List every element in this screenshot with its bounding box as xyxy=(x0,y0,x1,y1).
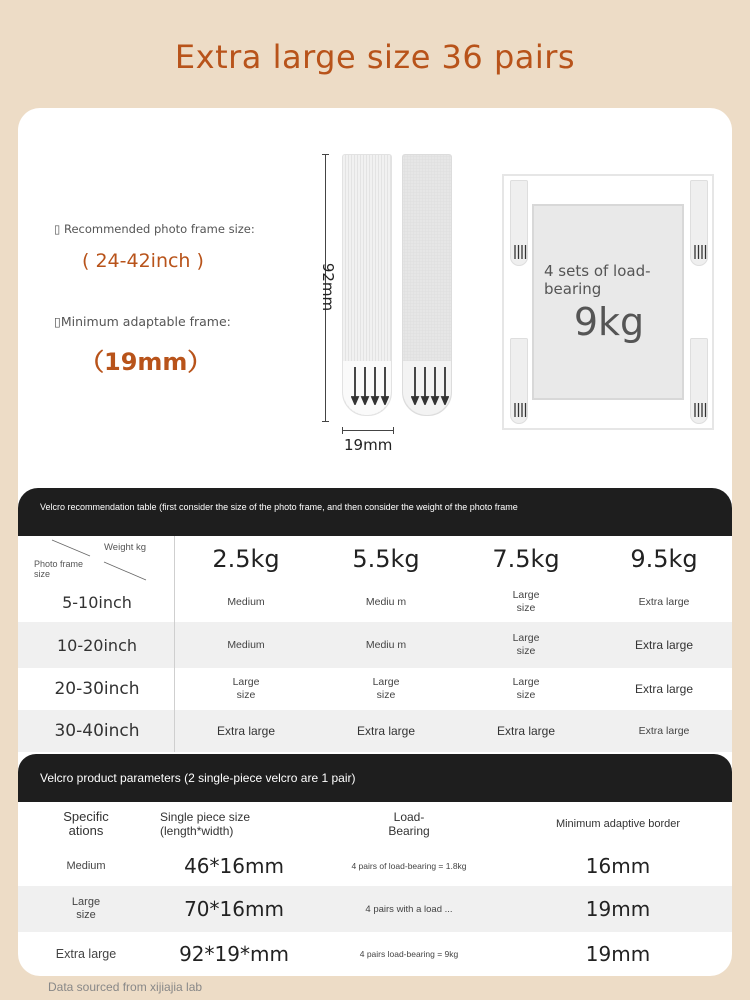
weight-column-header: 9.5kg xyxy=(630,545,698,573)
recommendation-table-header: Velcro recommendation table (first consider the size of the photo frame, and then consider the weight of the photo frame xyxy=(18,488,732,536)
width-measure-line xyxy=(342,430,394,431)
arrows-down-icon xyxy=(693,403,707,417)
weight-column-header: 5.5kg xyxy=(352,545,420,573)
column-header: Minimum adaptive border xyxy=(555,818,681,830)
frame-size-cell: 30-40inch xyxy=(54,721,140,741)
spec-cell: Large size xyxy=(71,896,101,921)
spec-cell: Extra large xyxy=(55,946,117,961)
table-cell: Extra large xyxy=(638,724,690,737)
recommended-frame-value: ( 24-42inch ) xyxy=(82,250,204,272)
load-cell: 4 pairs load-bearing = 9kg xyxy=(359,948,459,959)
table-cell: Extra large xyxy=(356,724,416,738)
arrows-down-icon xyxy=(411,365,449,405)
length-measure-label: 92mm xyxy=(319,262,337,312)
weight-column-header: 2.5kg xyxy=(212,545,280,573)
data-source-note: Data sourced from xijiajia lab xyxy=(48,980,203,994)
corner-cell xyxy=(18,536,176,582)
size-cell: 92*19*mm xyxy=(179,942,289,966)
mini-strip xyxy=(690,180,708,266)
table-cell: Large size xyxy=(232,676,260,701)
frame-size-cell: 10-20inch xyxy=(56,635,137,655)
corner-weight-label: Weight kg xyxy=(104,542,147,553)
table-row xyxy=(18,582,732,622)
load-bearing-text: 4 sets of load-bearing xyxy=(544,262,651,298)
min-frame-value: （19mm） xyxy=(80,348,212,376)
table-cell: Large size xyxy=(512,589,540,614)
min-frame-label: ▯Minimum adaptable frame: xyxy=(54,314,231,329)
size-cell: 70*16mm xyxy=(184,897,284,921)
velcro-loop-strip xyxy=(402,154,452,416)
photo-frame-illustration xyxy=(502,174,714,430)
arrows-down-icon xyxy=(693,245,707,259)
corner-size-label: Photo frame size xyxy=(34,559,84,579)
table-cell: Medium xyxy=(227,595,265,608)
size-cell: 46*16mm xyxy=(184,854,284,878)
strip-tip xyxy=(343,361,391,415)
table-cell: Mediu m xyxy=(365,638,407,651)
load-cell: 4 pairs of load-bearing = 1.8kg xyxy=(351,860,467,871)
table-row xyxy=(18,710,732,752)
column-header: Load-Bearing xyxy=(388,810,430,838)
frame-size-cell: 20-30inch xyxy=(54,679,140,699)
arrows-down-icon xyxy=(513,245,527,259)
table-row xyxy=(18,668,732,710)
table-cell: Mediu m xyxy=(365,595,407,608)
table-row xyxy=(18,932,732,976)
velcro-hook-strip xyxy=(342,154,392,416)
table-cell: Large size xyxy=(512,632,540,657)
strip-tip xyxy=(403,361,451,415)
arrows-down-icon xyxy=(513,403,527,417)
arrows-down-icon xyxy=(351,365,389,405)
spec-cell: Medium xyxy=(66,859,106,872)
recommended-frame-label: ▯ Recommended photo frame size: xyxy=(54,222,255,236)
table-cell: Large size xyxy=(372,676,400,701)
load-cell: 4 pairs with a load ... xyxy=(365,903,453,915)
column-header: Specific ations xyxy=(63,809,109,838)
border-cell: 19mm xyxy=(585,942,651,966)
parameters-table-header: Velcro product parameters (2 single-piece velcro are 1 pair) xyxy=(18,754,732,802)
mini-strip xyxy=(510,338,528,424)
param-header-row xyxy=(18,802,732,846)
content-card xyxy=(18,108,732,976)
table-cell: Extra large xyxy=(216,724,276,738)
table-row xyxy=(18,886,732,932)
table-cell: Extra large xyxy=(634,638,694,652)
table-row xyxy=(18,622,732,668)
page-title: Extra large size 36 pairs xyxy=(174,38,576,76)
table-cell: Extra large xyxy=(634,682,694,696)
weight-column-header: 7.5kg xyxy=(492,545,560,573)
column-header: Single piece size (length*width) xyxy=(160,810,251,838)
weight-header-row xyxy=(18,536,732,582)
width-measure-label: 19mm xyxy=(344,436,393,454)
frame-size-cell: 5-10inch xyxy=(62,592,132,612)
mini-strip xyxy=(510,180,528,266)
column-divider xyxy=(174,536,175,752)
table-cell: Large size xyxy=(512,676,540,701)
table-cell: Extra large xyxy=(496,724,556,738)
table-cell: Extra large xyxy=(638,595,690,608)
mini-strip xyxy=(690,338,708,424)
border-cell: 19mm xyxy=(585,897,651,921)
table-cell: Medium xyxy=(227,638,265,651)
load-weight: 9kg xyxy=(573,300,645,344)
table-row xyxy=(18,846,732,886)
border-cell: 16mm xyxy=(585,854,651,878)
